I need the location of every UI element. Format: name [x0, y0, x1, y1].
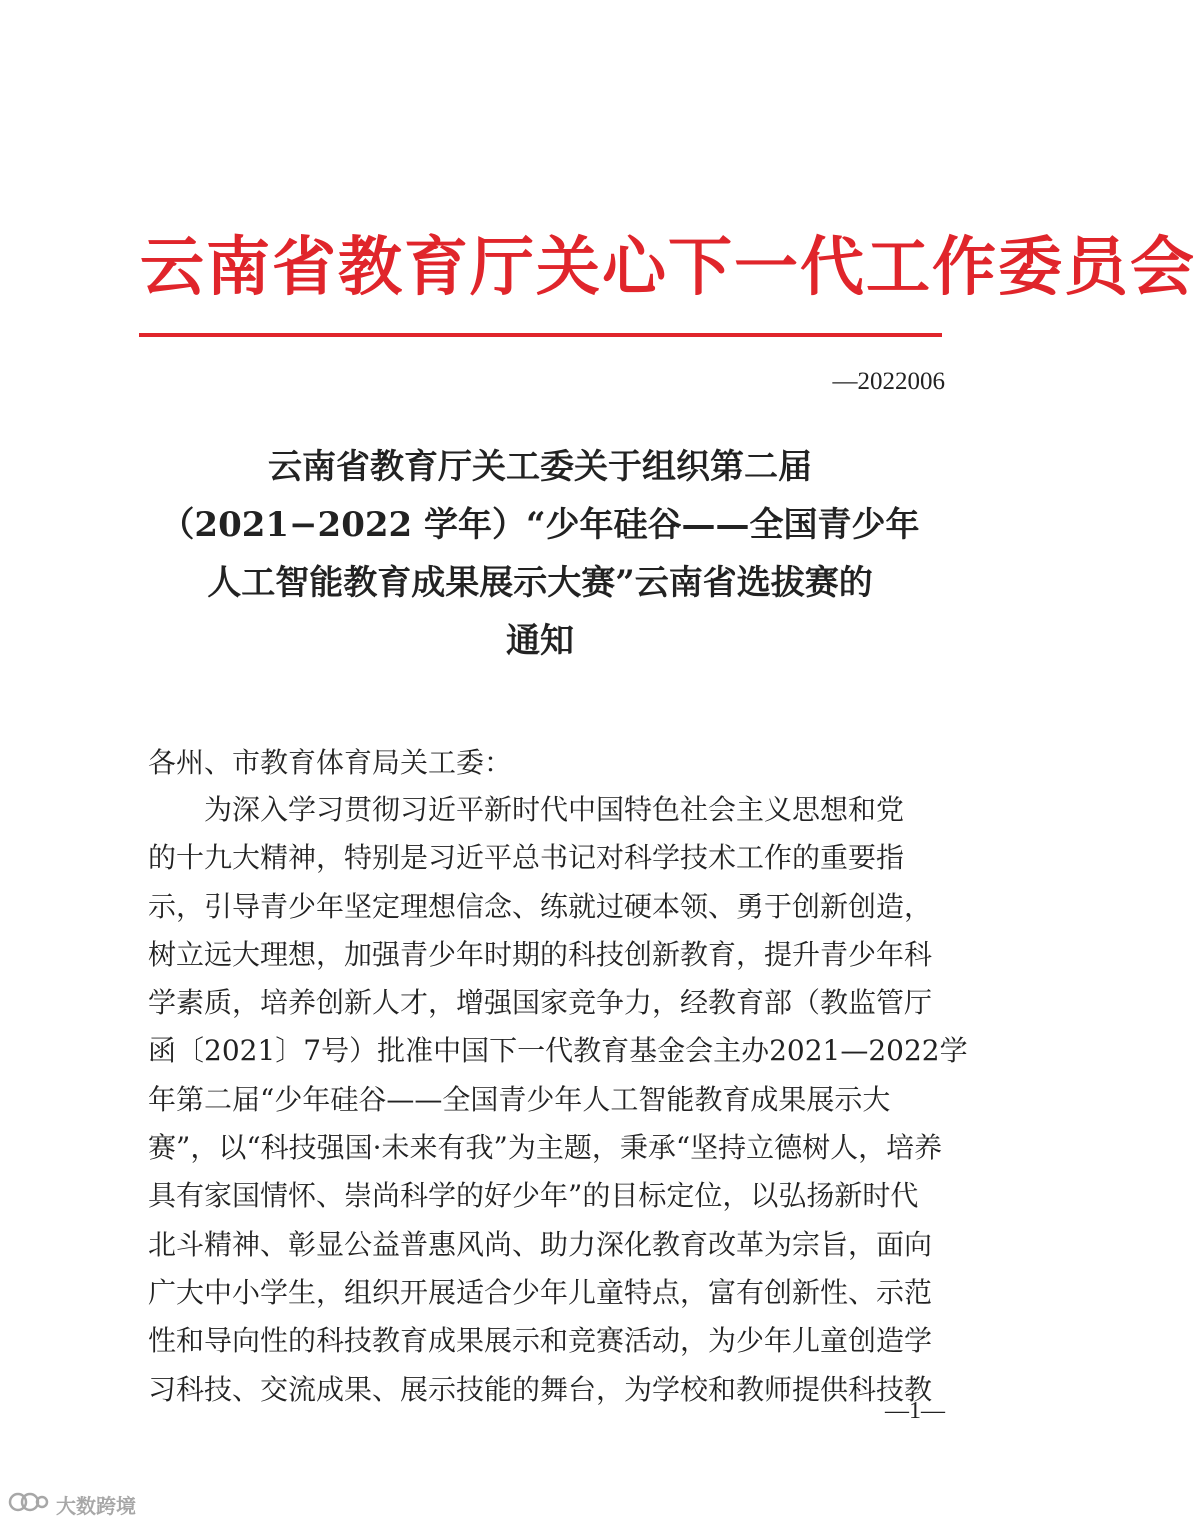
page-number: —1— — [885, 1398, 945, 1424]
paragraph-line: 习科技、交流成果、展示技能的舞台，为学校和教师提供科技教 — [148, 1372, 933, 1406]
paragraph-line: 示，引导青少年坚定理想信念、练就过硬本领、勇于创新创造， — [148, 889, 933, 923]
paragraph-line: 性和导向性的科技教育成果展示和竞赛活动，为少年儿童创造学 — [148, 1324, 933, 1358]
paragraph-line: 赛”，以“科技强国·未来有我”为主题，秉承“坚持立德树人，培养 — [148, 1131, 943, 1165]
watermark-logo-icon — [8, 1488, 50, 1520]
document-title-line: 云南省教育厅关工委关于组织第二届 — [268, 447, 812, 487]
paragraph-line: 为深入学习贯彻习近平新时代中国特色社会主义思想和党 — [148, 793, 905, 826]
document-title — [120, 438, 960, 670]
document-number: —2022006 — [832, 368, 945, 395]
paragraph-line: 广大中小学生，组织开展适合少年儿童特点，富有创新性、示范 — [148, 1275, 933, 1309]
paragraph-line: 学素质，培养创新人才，增强国家竞争力，经教育部（教监管厅 — [148, 986, 933, 1020]
document-title-line: （2021−2022 学年）“少年硅谷——全国青少年 — [160, 505, 920, 545]
paragraph-line: 北斗精神、彰显公益普惠风尚、助力深化教育改革为宗旨，面向 — [148, 1227, 933, 1261]
watermark-text: 大数跨境 — [56, 1493, 136, 1518]
paragraph-line: 年第二届“少年硅谷——全国青少年人工智能教育成果展示大 — [148, 1082, 891, 1116]
paragraph-line: 函〔2021〕7号）批准中国下一代教育基金会主办2021—2022学 — [148, 1034, 968, 1068]
watermark — [8, 1488, 136, 1520]
document-title-line: 通知 — [506, 621, 574, 661]
paragraph-line: 具有家国情怀、崇尚科学的好少年”的目标定位，以弘扬新时代 — [148, 1179, 919, 1213]
red-header-rule — [139, 333, 942, 337]
paragraph-line: 的十九大精神，特别是习近平总书记对科学技术工作的重要指 — [148, 841, 905, 875]
issuer-header: 云南省教育厅关心下一代工作委员会 — [140, 230, 1196, 305]
body-paragraph — [148, 786, 968, 1414]
paragraph-line: 树立远大理想，加强青少年时期的科技创新教育，提升青少年科 — [148, 937, 933, 971]
salutation: 各州、市教育体育局关工委： — [148, 746, 513, 779]
document-title-line: 人工智能教育成果展示大赛”云南省选拔赛的 — [207, 563, 873, 603]
